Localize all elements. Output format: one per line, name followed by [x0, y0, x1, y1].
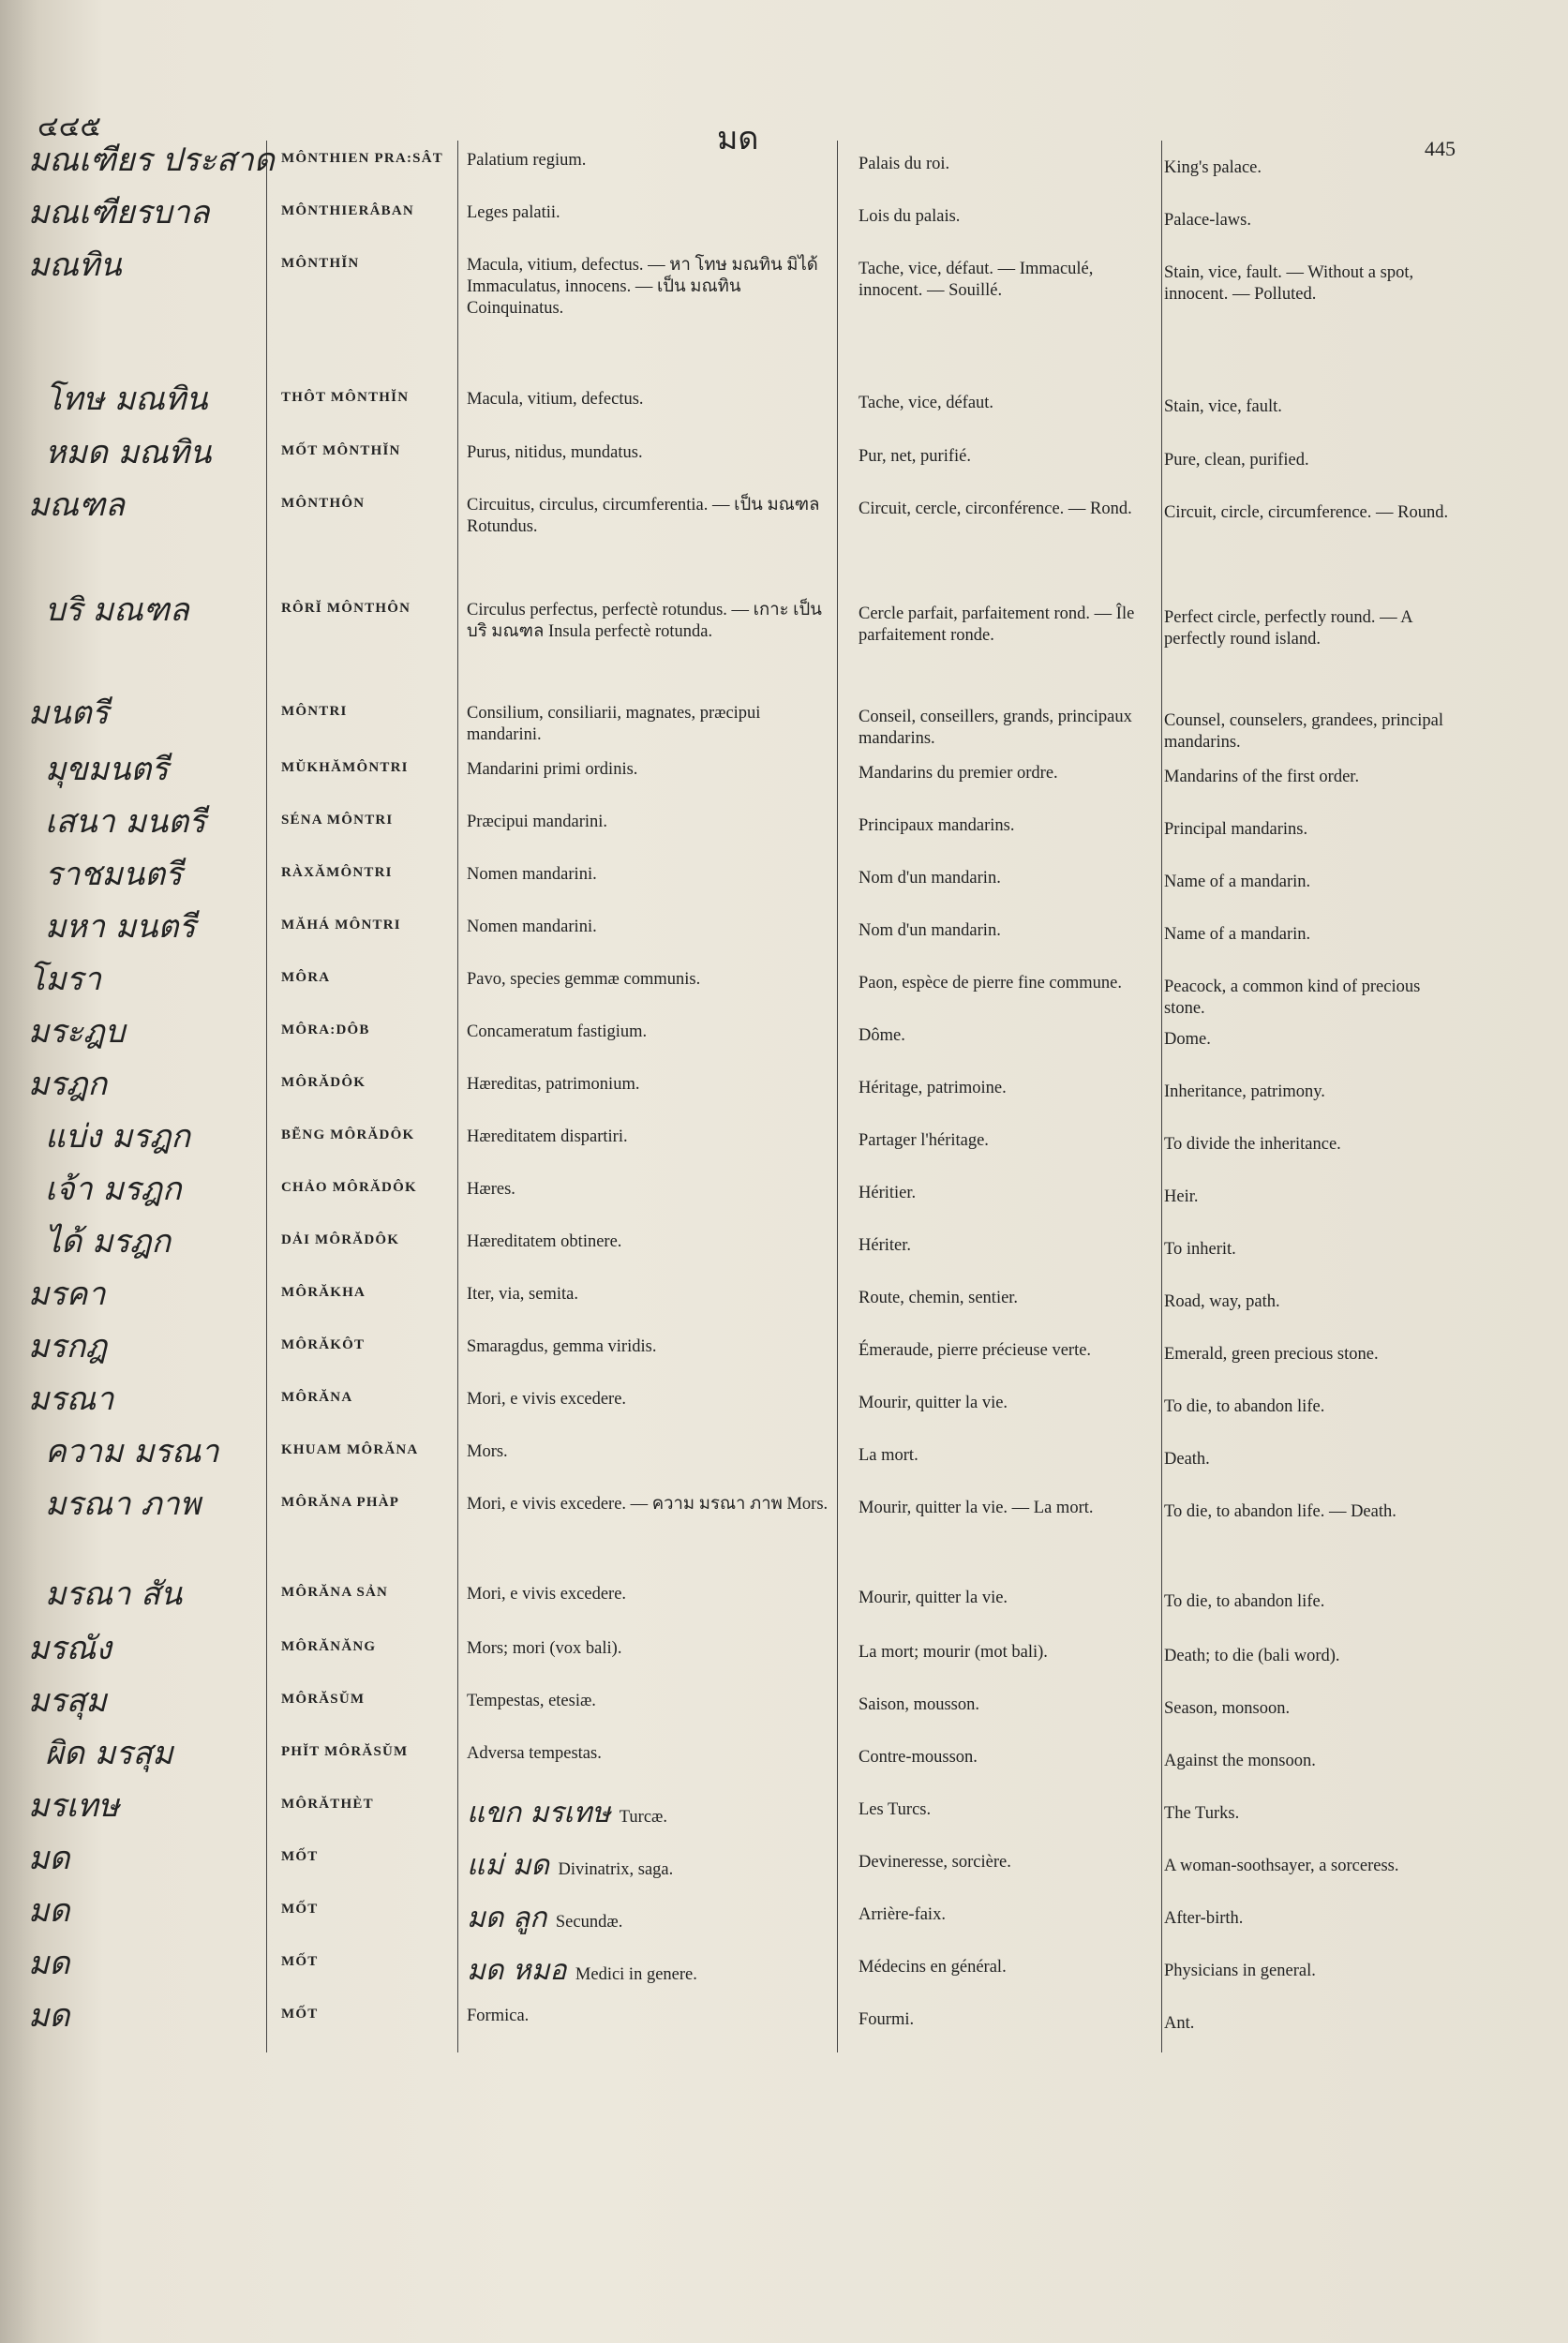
latin-text: Nomen mandarini.	[467, 918, 597, 936]
latin-definition	[467, 389, 834, 410]
latin-definition	[467, 1584, 834, 1605]
english-definition: Palace-laws.	[1164, 211, 1251, 230]
latin-definition	[467, 1336, 834, 1358]
latin-definition	[467, 1638, 834, 1660]
romanization: MỐT	[281, 1954, 319, 1969]
english-definition: After-birth.	[1164, 1909, 1244, 1928]
thai-headword: บริ มณฑล	[45, 591, 189, 629]
french-definition: Fourmi.	[859, 2010, 915, 2029]
romanization: MÔNTHÔN	[281, 496, 366, 511]
latin-text: Iter, via, semita.	[467, 1285, 578, 1304]
thai-headword: มรณา ภาพ	[45, 1485, 202, 1523]
page-header-word: มด	[717, 120, 759, 157]
latin-definition	[467, 150, 834, 172]
thai-page-number: ๔๔๕	[37, 111, 102, 143]
latin-text: Mors; mori (vox bali).	[467, 1639, 622, 1658]
thai-headword: มรสุม	[28, 1682, 107, 1720]
french-definition: Partager l'héritage.	[859, 1131, 989, 1150]
english-definition: To divide the inheritance.	[1164, 1135, 1341, 1154]
thai-example: แม่ มด	[467, 1849, 559, 1882]
thai-headword: มุขมนตรี	[45, 751, 169, 788]
english-definition: Death.	[1164, 1450, 1210, 1469]
thai-headword: โมรา	[28, 961, 102, 998]
thai-headword: มด	[28, 1840, 70, 1877]
french-definition: Héritage, patrimoine.	[859, 1079, 1007, 1097]
thai-headword: ราชมนตรี	[45, 856, 183, 893]
latin-text: Adversa tempestas.	[467, 1744, 602, 1763]
english-definition: A woman-soothsayer, a sorceress.	[1164, 1857, 1399, 1875]
english-definition: Stain, vice, fault. — Without a spot, innocent. — Polluted.	[1164, 263, 1414, 305]
latin-text: Tempestas, etesiæ.	[467, 1692, 596, 1710]
french-definition: Principaux mandarins.	[859, 816, 1015, 835]
english-definition: Inheritance, patrimony.	[1164, 1082, 1325, 1101]
latin-text: Mori, e vivis excedere. — ความ มรณา ภาพ Mors.	[467, 1495, 829, 1514]
romanization: MỐT	[281, 1902, 319, 1917]
romanization: MÔRĂNĂNG	[281, 1639, 377, 1654]
latin-text: Leges palatii.	[467, 203, 560, 222]
french-definition: Saison, mousson.	[859, 1695, 980, 1714]
latin-definition	[467, 442, 834, 464]
english-definition: To inherit.	[1164, 1240, 1236, 1259]
english-definition: Season, monsoon.	[1164, 1699, 1291, 1718]
romanization: MÔNTHĬN	[281, 256, 360, 271]
latin-text: Pavo, species gemmæ communis.	[467, 970, 701, 989]
romanization: MÔNTHIEN PRA:SÂT	[281, 151, 443, 166]
thai-headword: ได้ มรฎก	[45, 1223, 172, 1261]
french-definition: Paon, espèce de pierre fine commune.	[859, 974, 1122, 992]
thai-headword: โทษ มณทิน	[45, 381, 208, 418]
french-definition: Mourir, quitter la vie. — La mort.	[859, 1499, 1094, 1517]
english-definition: Pure, clean, purified.	[1164, 451, 1309, 470]
latin-definition	[467, 202, 834, 224]
latin-definition	[467, 1691, 834, 1712]
romanization: SÉNA MÔNTRI	[281, 813, 394, 828]
latin-text: Hæreditatem obtinere.	[467, 1232, 622, 1251]
romanization: MĂHÁ MÔNTRI	[281, 918, 401, 933]
thai-headword: มณทิน	[28, 246, 122, 284]
latin-definition	[467, 1743, 834, 1765]
english-definition: Against the monsoon.	[1164, 1752, 1316, 1770]
romanization: RÀXĂMÔNTRI	[281, 865, 393, 880]
latin-text: Mors.	[467, 1442, 508, 1461]
page-number: 445	[1425, 137, 1456, 160]
latin-definition	[467, 759, 834, 781]
latin-text: Formica.	[467, 2007, 530, 2025]
english-definition: Stain, vice, fault.	[1164, 397, 1282, 416]
latin-text: Mori, e vivis excedere.	[467, 1585, 627, 1604]
latin-definition	[467, 812, 834, 833]
french-definition: Médecins en général.	[859, 1958, 1007, 1977]
romanization: MỐT MÔNTHĬN	[281, 443, 401, 458]
french-definition: Les Turcs.	[859, 1800, 932, 1819]
french-definition: Mourir, quitter la vie.	[859, 1394, 1008, 1412]
latin-definition	[467, 1231, 834, 1253]
english-definition: Perfect circle, perfectly round. — A perfectly round island.	[1164, 608, 1412, 649]
english-definition: Emerald, green precious stone.	[1164, 1345, 1379, 1364]
latin-text: Secundæ.	[555, 1913, 623, 1932]
french-definition: Pur, net, purifié.	[859, 447, 971, 466]
english-definition: Name of a mandarin.	[1164, 873, 1311, 891]
latin-definition	[467, 495, 834, 538]
thai-headword: มรณา	[28, 1380, 114, 1418]
thai-headword: ผิด มรสุม	[45, 1735, 173, 1772]
english-definition: Heir.	[1164, 1187, 1199, 1206]
latin-definition	[467, 969, 834, 991]
latin-definition	[467, 1796, 834, 1831]
thai-headword: มนตรี	[28, 694, 109, 732]
french-definition: Circuit, cercle, circonférence. — Rond.	[859, 500, 1132, 518]
french-definition: Mourir, quitter la vie.	[859, 1589, 1008, 1607]
english-definition: Ant.	[1164, 2014, 1195, 2033]
latin-text: Nomen mandarini.	[467, 865, 597, 884]
french-definition: Nom d'un mandarin.	[859, 869, 1001, 888]
latin-definition	[467, 864, 834, 886]
romanization: MỐT	[281, 2007, 319, 2022]
english-definition: Dome.	[1164, 1030, 1211, 1049]
latin-definition	[467, 703, 834, 746]
romanization: RÔRĬ MÔNTHÔN	[281, 601, 411, 616]
latin-definition	[467, 1127, 834, 1148]
french-definition: Contre-mousson.	[859, 1748, 978, 1767]
latin-text: Purus, nitidus, mundatus.	[467, 443, 643, 462]
latin-text: Præcipui mandarini.	[467, 813, 608, 831]
romanization: MÔRĂNA SẢN	[281, 1585, 389, 1600]
romanization: BẼNG MÔRĂDÔK	[281, 1127, 415, 1142]
french-definition: Cercle parfait, parfaitement rond. — Île parfaitement ronde.	[859, 604, 1135, 646]
romanization: DẢI MÔRĂDÔK	[281, 1232, 400, 1247]
latin-text: Concameratum fastigium.	[467, 1022, 648, 1041]
romanization: MÔNTRI	[281, 704, 348, 719]
latin-text: Hæreditatem dispartiri.	[467, 1127, 628, 1146]
english-definition: Counsel, counselers, grandees, principal mandarins.	[1164, 711, 1443, 753]
english-definition: Principal mandarins.	[1164, 820, 1308, 839]
thai-headword: หมด มณทิน	[45, 434, 212, 471]
latin-text: Consilium, consiliarii, magnates, præcipui mandarini.	[467, 704, 761, 745]
latin-definition	[467, 1074, 834, 1096]
latin-text: Medici in genere.	[575, 1965, 697, 1984]
english-definition: Mandarins of the first order.	[1164, 768, 1360, 786]
thai-headword: มด	[28, 1997, 70, 2035]
french-definition: Conseil, conseillers, grands, principaux mandarins.	[859, 708, 1132, 749]
latin-definition	[467, 1389, 834, 1410]
english-definition: Circuit, circle, circumference. — Round.	[1164, 503, 1449, 522]
romanization: MÔRĂKHA	[281, 1285, 366, 1300]
romanization: MÔRA	[281, 970, 331, 985]
french-definition: Mandarins du premier ordre.	[859, 764, 1058, 783]
thai-headword: มรฎก	[28, 1066, 108, 1103]
french-definition: Devineresse, sorcière.	[859, 1853, 1011, 1872]
french-definition: Héritier.	[859, 1184, 917, 1202]
romanization: MÔRĂTHÈT	[281, 1797, 374, 1812]
latin-definition	[467, 917, 834, 938]
latin-text: Turcæ.	[619, 1808, 668, 1827]
latin-text: Macula, vitium, defectus.	[467, 390, 644, 409]
thai-headword: เจ้า มรฎก	[45, 1171, 182, 1208]
latin-definition	[467, 1441, 834, 1463]
french-definition: Lois du palais.	[859, 207, 961, 226]
latin-definition	[467, 1953, 834, 1989]
french-definition: La mort; mourir (mot bali).	[859, 1643, 1048, 1662]
french-definition: Tache, vice, défaut. — Immaculé, innocent. — Souillé.	[859, 260, 1094, 301]
romanization: PHĬT MÔRĂSŬM	[281, 1744, 409, 1759]
thai-example: มด ลูก	[467, 1902, 556, 1934]
french-definition: Route, chemin, sentier.	[859, 1289, 1019, 1307]
thai-headword: มด	[28, 1892, 70, 1930]
french-definition: Dôme.	[859, 1026, 905, 1045]
romanization: MÔRĂDÔK	[281, 1075, 366, 1090]
romanization: CHẢO MÔRĂDÔK	[281, 1180, 417, 1195]
thai-example: แขก มรเทษ	[467, 1797, 620, 1829]
latin-definition	[467, 600, 834, 643]
english-definition: The Turks.	[1164, 1804, 1240, 1823]
thai-headword: มรคา	[28, 1276, 106, 1313]
thai-headword: มรเทษ	[28, 1787, 120, 1825]
english-definition: Peacock, a common kind of precious stone.	[1164, 977, 1421, 1019]
latin-definition	[467, 1901, 834, 1936]
english-definition: Name of a mandarin.	[1164, 925, 1311, 944]
romanization: MỐT	[281, 1849, 319, 1864]
romanization: MÔRĂNA PHÀP	[281, 1495, 400, 1510]
thai-headword: มรณัง	[28, 1630, 112, 1667]
thai-headword: มณฑล	[28, 486, 126, 524]
english-definition: Road, way, path.	[1164, 1292, 1280, 1311]
thai-headword: มรณา สัน	[45, 1575, 183, 1613]
french-definition: Palais du roi.	[859, 155, 950, 173]
latin-text: Hæreditas, patrimonium.	[467, 1075, 640, 1094]
english-definition: To die, to abandon life.	[1164, 1592, 1325, 1611]
latin-definition	[467, 1284, 834, 1306]
romanization: MŬKHĂMÔNTRI	[281, 760, 409, 775]
romanization: MÔRĂNA	[281, 1390, 353, 1405]
thai-headword: มรกฎ	[28, 1328, 108, 1366]
latin-definition	[467, 1494, 834, 1515]
romanization: KHUAM MÔRĂNA	[281, 1442, 419, 1457]
thai-example: มด หมอ	[467, 1954, 575, 1987]
latin-text: Macula, vitium, defectus. — หา โทษ มณทิน มิได้ Immaculatus, innocens. — เป็น มณทิน Coinquinatus.	[467, 256, 818, 319]
thai-headword: ความ มรณา	[45, 1433, 219, 1470]
romanization: MÔRA:DÔB	[281, 1022, 370, 1037]
french-definition: Hériter.	[859, 1236, 911, 1255]
latin-definition	[467, 2006, 834, 2027]
thai-headword: แบ่ง มรฎก	[45, 1118, 190, 1156]
romanization: THÔT MÔNTHĬN	[281, 390, 410, 405]
latin-text: Mori, e vivis excedere.	[467, 1390, 627, 1409]
romanization: MÔRĂSŬM	[281, 1692, 366, 1707]
english-definition: King's palace.	[1164, 158, 1262, 177]
latin-text: Circuitus, circulus, circumferentia. — เป็น มณฑล Rotundus.	[467, 496, 820, 537]
latin-definition	[467, 1022, 834, 1043]
thai-headword: มระฎบ	[28, 1013, 126, 1051]
thai-headword: เสนา มนตรี	[45, 803, 206, 841]
english-definition: Physicians in general.	[1164, 1962, 1316, 1980]
latin-text: Palatium regium.	[467, 151, 587, 170]
thai-headword: มหา มนตรี	[45, 908, 196, 946]
french-definition: Nom d'un mandarin.	[859, 921, 1001, 940]
french-definition: La mort.	[859, 1446, 918, 1465]
english-definition: To die, to abandon life.	[1164, 1397, 1325, 1416]
thai-headword: มณเฑียรบาล	[28, 194, 210, 231]
english-definition: To die, to abandon life. — Death.	[1164, 1502, 1396, 1521]
french-definition: Arrière-faix.	[859, 1905, 946, 1924]
romanization: MÔRĂKÔT	[281, 1337, 366, 1352]
french-definition: Émeraude, pierre précieuse verte.	[859, 1341, 1092, 1360]
thai-headword: มณเฑียร ประสาด	[28, 142, 275, 179]
romanization: MÔNTHIERÂBAN	[281, 203, 414, 218]
latin-text: Mandarini primi ordinis.	[467, 760, 638, 779]
thai-headword: มด	[28, 1945, 70, 1982]
latin-text: Smaragdus, gemma viridis.	[467, 1337, 657, 1356]
latin-definition	[467, 1179, 834, 1201]
latin-text: Hæres.	[467, 1180, 515, 1199]
latin-definition	[467, 255, 834, 320]
latin-definition	[467, 1848, 834, 1884]
latin-text: Circulus perfectus, perfectè rotundus. — เกาะ เป็น บริ มณฑล Insula perfectè rotunda.	[467, 601, 822, 642]
french-definition: Tache, vice, défaut.	[859, 394, 994, 412]
latin-text: Divinatrix, saga.	[558, 1860, 674, 1879]
english-definition: Death; to die (bali word).	[1164, 1647, 1340, 1665]
